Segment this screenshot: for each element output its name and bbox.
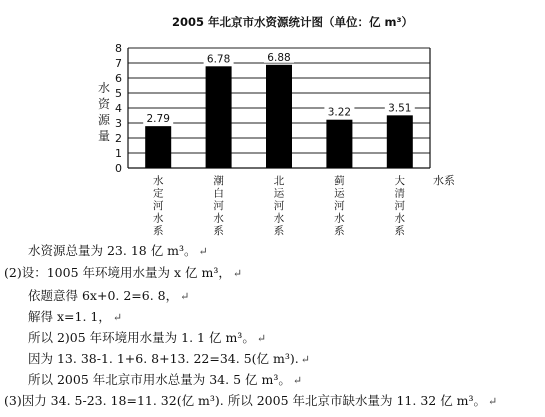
x-tick-label-char: 水 xyxy=(152,212,164,225)
y-tick-label: 8 xyxy=(115,42,122,55)
return-mark-icon: ↵ xyxy=(300,353,310,366)
y-tick-label: 3 xyxy=(115,117,122,130)
x-tick-label-char: 北 xyxy=(273,175,285,187)
return-mark-icon: ↵ xyxy=(232,267,243,280)
x-tick-label-char: 系 xyxy=(152,225,164,237)
y-axis-label-char: 量 xyxy=(97,129,111,143)
y-axis-label-char: 源 xyxy=(97,113,111,127)
solution-line xyxy=(28,243,208,260)
y-axis-label-char: 水 xyxy=(97,81,111,95)
x-tick-label-char: 河 xyxy=(334,200,345,212)
x-tick-label-char: 运 xyxy=(334,187,345,200)
x-tick-label-char: 河 xyxy=(213,200,224,212)
solution-line-text: 因为 13. 38-1. 1+6. 8+13. 22=34. 5(亿 m³). xyxy=(28,351,299,366)
x-tick-label-char: 白 xyxy=(213,187,224,200)
return-mark-icon: ↵ xyxy=(256,332,267,345)
return-mark-icon: ↵ xyxy=(488,395,498,408)
solution-line xyxy=(28,372,302,389)
y-tick-label: 4 xyxy=(115,102,122,115)
solution-line xyxy=(28,351,310,368)
bar xyxy=(326,120,352,168)
bar xyxy=(387,115,413,168)
x-tick-label-char: 系 xyxy=(394,225,406,237)
bar xyxy=(206,66,232,168)
return-mark-icon: ↵ xyxy=(292,374,303,387)
y-tick-label: 2 xyxy=(115,132,122,145)
x-axis-label: 水系 xyxy=(433,174,455,187)
return-mark-icon: ↵ xyxy=(112,311,123,324)
solution-line-text: (3)因力 34. 5-23. 18=11. 32(亿 m³). 所以 2005 年北京市缺水量为 11. 32 亿 m³。 xyxy=(4,393,487,408)
x-tick-label-char: 水 xyxy=(152,175,164,187)
y-axis-label-char: 资 xyxy=(97,97,111,111)
x-tick-label-char: 系 xyxy=(334,225,345,237)
x-tick-label-char: 河 xyxy=(394,200,406,212)
x-tick-label-char: 潮 xyxy=(213,175,224,187)
x-tick-label-char: 河 xyxy=(152,200,164,212)
x-tick-label-char: 蓟 xyxy=(334,175,345,187)
y-tick-label: 5 xyxy=(115,87,122,100)
y-tick-label: 1 xyxy=(115,147,122,160)
bar xyxy=(145,126,171,168)
return-mark-icon: ↵ xyxy=(198,245,208,258)
solution-line-text: 水资源总量为 23. 18 亿 m³。 xyxy=(28,243,197,258)
solution-line xyxy=(28,288,189,305)
y-tick-label: 6 xyxy=(115,72,122,85)
data-label: 6.78 xyxy=(206,53,231,66)
x-tick-label-char: 水 xyxy=(273,212,285,225)
solution-line xyxy=(28,330,266,347)
solution-line-text: 所以 2005 年北京市用水总量为 34. 5 亿 m³。 xyxy=(28,372,291,387)
y-tick-label: 7 xyxy=(115,57,122,70)
data-label: 6.88 xyxy=(267,51,291,64)
solution-line xyxy=(28,309,122,326)
x-tick-label-char: 河 xyxy=(273,200,285,212)
y-tick-label: 0 xyxy=(115,162,122,175)
bar xyxy=(266,65,292,168)
chart-title: 2005 年北京市水资源统计图（单位：亿 m³） xyxy=(172,15,414,29)
x-tick-label-char: 清 xyxy=(394,187,406,200)
solution-line-text: 所以 2)05 年环境用水量为 1. 1 亿 m³。 xyxy=(28,330,255,345)
solution-line-text: (2)设：1005 年环境用水量为 x 亿 m³， xyxy=(4,265,231,280)
x-tick-label-char: 定 xyxy=(152,187,164,200)
data-label: 3.22 xyxy=(327,106,352,119)
solution-line-text: 解得 x=1. 1， xyxy=(28,309,111,324)
data-label: 3.51 xyxy=(388,102,412,115)
solution-line xyxy=(4,265,242,282)
x-tick-label-char: 水 xyxy=(394,212,406,225)
solution-line xyxy=(4,393,497,410)
x-tick-label-char: 水 xyxy=(334,212,345,225)
x-tick-label-char: 水 xyxy=(213,212,224,225)
return-mark-icon: ↵ xyxy=(180,290,190,303)
data-label: 2.79 xyxy=(146,113,170,126)
x-tick-label-char: 运 xyxy=(273,187,285,200)
x-tick-label-char: 系 xyxy=(273,225,285,237)
x-tick-label-char: 大 xyxy=(394,175,406,187)
x-tick-label-char: 系 xyxy=(213,225,224,237)
solution-line-text: 依题意得 6x+0. 2=6. 8， xyxy=(28,288,179,303)
